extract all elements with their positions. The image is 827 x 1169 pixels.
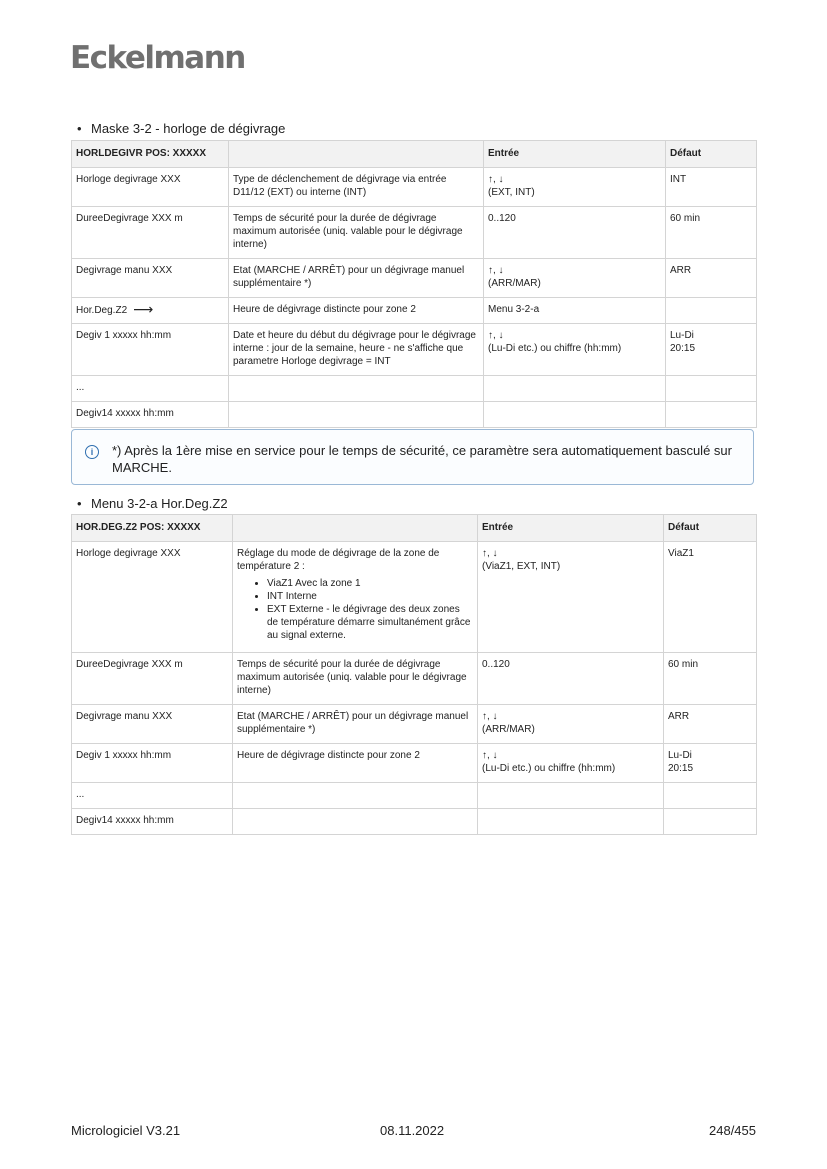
input-cell: 0..120 bbox=[484, 207, 666, 259]
param-cell: ... bbox=[72, 376, 229, 402]
description-cell: Type de déclenchement de dégivrage via entrée D11/12 (EXT) ou interne (INT) bbox=[229, 168, 484, 207]
section1-table bbox=[71, 140, 757, 428]
list-item: • ViaZ1 Avec la zone 1 bbox=[267, 577, 473, 590]
table-row bbox=[72, 653, 757, 705]
default-cell: 60 min bbox=[664, 653, 757, 705]
description-cell bbox=[229, 376, 484, 402]
default-cell: ARR bbox=[664, 705, 757, 744]
table-header-cell bbox=[229, 141, 484, 168]
list-item: • INT Interne bbox=[267, 590, 473, 603]
footer-page-number: 248/455 bbox=[709, 1123, 756, 1138]
param-cell: ... bbox=[72, 783, 233, 809]
input-cell: Menu 3-2-a bbox=[484, 298, 666, 324]
description-cell bbox=[233, 809, 478, 835]
description-cell bbox=[229, 402, 484, 428]
section1-heading: Maske 3-2 - horloge de dégivrage bbox=[91, 121, 286, 136]
default-cell: Lu-Di 20:15 bbox=[666, 324, 757, 376]
param-cell: Degivrage manu XXX bbox=[72, 705, 233, 744]
param-cell: DureeDegivrage XXX m bbox=[72, 653, 233, 705]
input-cell: ↑, ↓ (Lu-Di etc.) ou chiffre (hh:mm) bbox=[478, 744, 664, 783]
table-header-cell: Entrée bbox=[478, 515, 664, 542]
section2-heading: Menu 3-2-a Hor.Deg.Z2 bbox=[91, 496, 228, 511]
default-cell: ARR bbox=[666, 259, 757, 298]
table-row bbox=[72, 542, 757, 653]
table-header-row bbox=[72, 515, 757, 542]
description-cell bbox=[233, 783, 478, 809]
table-header-row bbox=[72, 141, 757, 168]
table-row bbox=[72, 705, 757, 744]
section2-table bbox=[71, 514, 757, 835]
input-cell: ↑, ↓ (Lu-Di etc.) ou chiffre (hh:mm) bbox=[484, 324, 666, 376]
input-cell: ↑, ↓ (ViaZ1, EXT, INT) bbox=[478, 542, 664, 653]
table-header-cell bbox=[233, 515, 478, 542]
description-cell: Temps de sécurité pour la durée de dégivrage maximum autorisée (uniq. valable pour le dégivrage interne) bbox=[233, 653, 478, 705]
footer-firmware-version: Micrologiciel V3.21 bbox=[71, 1123, 181, 1138]
section1-bullet: • Maske 3-2 - horloge de dégivrage bbox=[77, 121, 286, 136]
description-cell: Date et heure du début du dégivrage pour le dégivrage interne : jour de la semaine, heure - ne s'affiche que parametre Horloge degivrage = INT bbox=[229, 324, 484, 376]
mode-intro: Réglage du mode de dégivrage de la zone de température 2 : bbox=[237, 548, 440, 572]
default-cell bbox=[664, 783, 757, 809]
param-cell: Degivrage manu XXX bbox=[72, 259, 229, 298]
table-row bbox=[72, 744, 757, 783]
default-cell: ViaZ1 bbox=[664, 542, 757, 653]
table-row bbox=[72, 168, 757, 207]
default-cell bbox=[666, 376, 757, 402]
table-row bbox=[72, 809, 757, 835]
description-cell: Etat (MARCHE / ARRÊT) pour un dégivrage manuel supplémentaire *) bbox=[233, 705, 478, 744]
table-row bbox=[72, 402, 757, 428]
table-row bbox=[72, 207, 757, 259]
input-cell: ↑, ↓ (ARR/MAR) bbox=[478, 705, 664, 744]
param-cell: Degiv14 xxxxx hh:mm bbox=[72, 809, 233, 835]
input-cell bbox=[478, 809, 664, 835]
input-cell: ↑, ↓ (ARR/MAR) bbox=[484, 259, 666, 298]
table-header-cell: HORLDEGIVR POS: XXXXX bbox=[72, 141, 229, 168]
param-cell: Degiv 1 xxxxx hh:mm bbox=[72, 744, 233, 783]
footer-date: 08.11.2022 bbox=[380, 1123, 445, 1138]
description-cell: Temps de sécurité pour la durée de dégivrage maximum autorisée (uniq. valable pour le dégivrage interne) bbox=[229, 207, 484, 259]
table-row bbox=[72, 783, 757, 809]
table-header-cell: Défaut bbox=[666, 141, 757, 168]
input-cell: ↑, ↓ (EXT, INT) bbox=[484, 168, 666, 207]
table-header-cell: Entrée bbox=[484, 141, 666, 168]
company-logo: Eckelmann bbox=[70, 40, 245, 76]
arrow-right-icon: ⟶ bbox=[133, 301, 154, 317]
description-cell bbox=[233, 542, 478, 653]
input-cell: 0..120 bbox=[478, 653, 664, 705]
param-cell: Degiv14 xxxxx hh:mm bbox=[72, 402, 229, 428]
list-item: • EXT Externe - le dégivrage des deux zones de température démarre simultanément grâce au signal externe. bbox=[267, 603, 473, 642]
input-cell bbox=[484, 376, 666, 402]
table-row bbox=[72, 376, 757, 402]
input-cell bbox=[484, 402, 666, 428]
param-cell bbox=[72, 298, 229, 324]
table-row bbox=[72, 298, 757, 324]
mode-options-list bbox=[237, 577, 473, 642]
input-cell bbox=[478, 783, 664, 809]
param-cell: Horloge degivrage XXX bbox=[72, 542, 233, 653]
table-header-cell: Défaut bbox=[664, 515, 757, 542]
description-cell: Heure de dégivrage distincte pour zone 2 bbox=[233, 744, 478, 783]
default-cell: INT bbox=[666, 168, 757, 207]
param-cell: DureeDegivrage XXX m bbox=[72, 207, 229, 259]
default-cell bbox=[664, 809, 757, 835]
default-cell bbox=[666, 402, 757, 428]
default-cell: 60 min bbox=[666, 207, 757, 259]
default-cell: Lu-Di 20:15 bbox=[664, 744, 757, 783]
info-circle-icon: i bbox=[85, 445, 99, 459]
hor-deg-z2-label: Hor.Deg.Z2 bbox=[76, 305, 128, 316]
description-cell: Etat (MARCHE / ARRÊT) pour un dégivrage manuel supplémentaire *) bbox=[229, 259, 484, 298]
default-cell bbox=[666, 298, 757, 324]
table-row bbox=[72, 259, 757, 298]
section2-bullet: • Menu 3-2-a Hor.Deg.Z2 bbox=[77, 496, 228, 511]
table-row bbox=[72, 324, 757, 376]
description-cell: Heure de dégivrage distincte pour zone 2 bbox=[229, 298, 484, 324]
param-cell: Degiv 1 xxxxx hh:mm bbox=[72, 324, 229, 376]
info-note bbox=[71, 429, 754, 485]
param-cell: Horloge degivrage XXX bbox=[72, 168, 229, 207]
note-text: *) Après la 1ère mise en service pour le temps de sécurité, ce paramètre sera automatiquement basculé sur MARCHE. bbox=[112, 443, 732, 475]
table-header-cell: HOR.DEG.Z2 POS: XXXXX bbox=[72, 515, 233, 542]
